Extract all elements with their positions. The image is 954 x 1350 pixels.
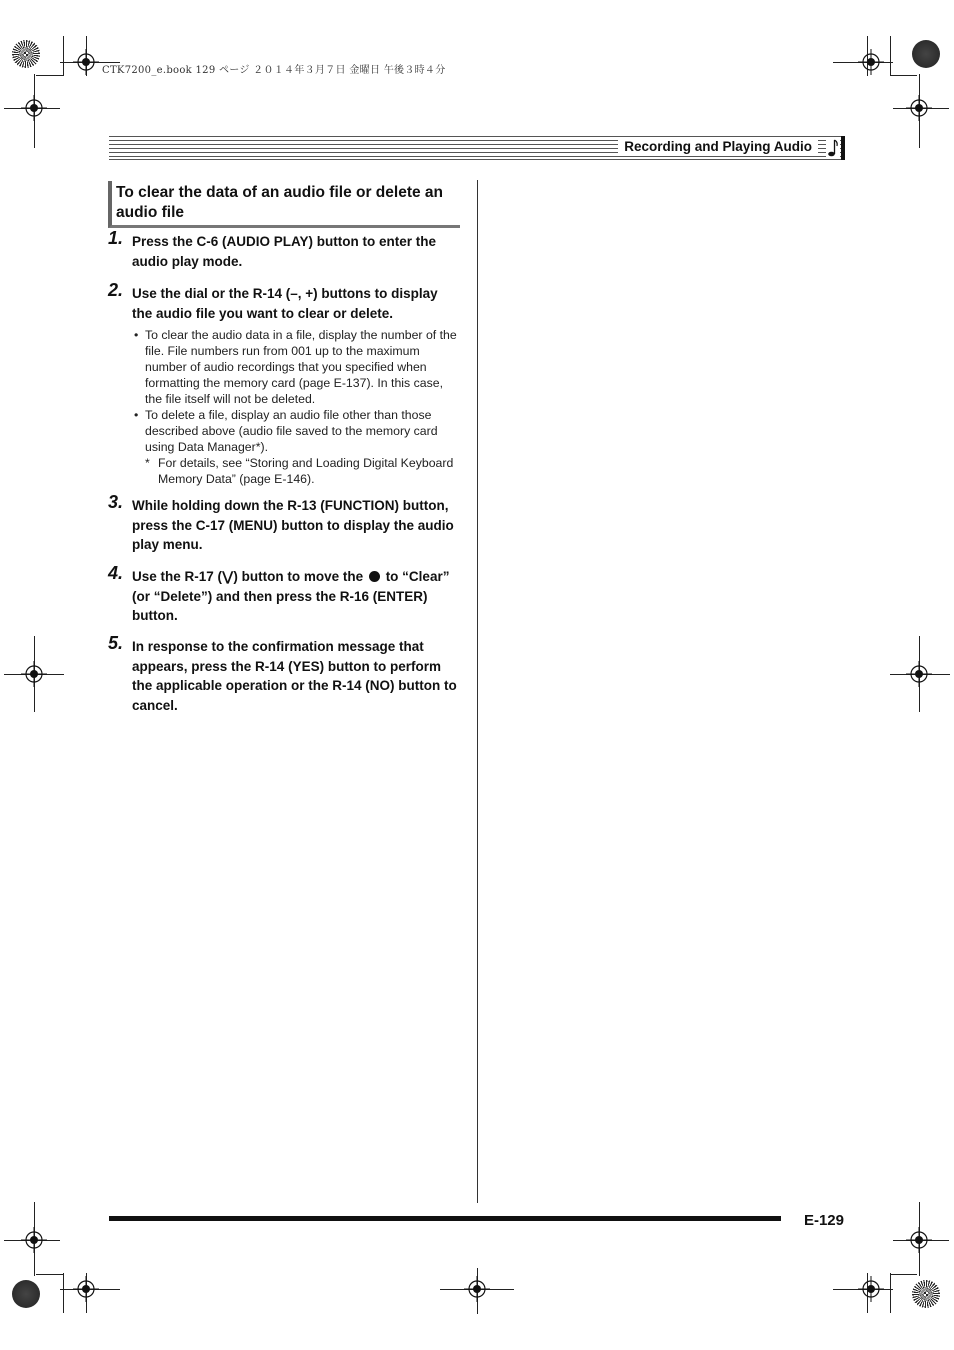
registration-target-icon <box>906 1227 932 1253</box>
page-number: E-129 <box>803 1212 844 1229</box>
step-number: 1. <box>108 228 124 248</box>
registration-target-icon <box>464 1276 490 1302</box>
music-note-icon <box>826 137 840 159</box>
step-text: While holding down the R-13 (FUNCTION) button, press the C-17 (MENU) button to display the audio play menu. <box>132 498 454 552</box>
step-number: 4. <box>108 563 124 583</box>
step-text-part: Use the R-17 ( <box>132 569 223 584</box>
registration-target-icon <box>21 95 47 121</box>
bullet-item: • To clear the audio data in a file, display the number of the file. File numbers run from 001 up to the maximum number of audio recordings that you specified when formatting the memory card (page E-137). In this case, the file itself will not be deleted. <box>132 327 460 407</box>
registration-target-icon <box>906 95 932 121</box>
bullet-list <box>132 327 460 455</box>
registration-target-icon <box>73 49 99 75</box>
footnote-mark: * <box>145 456 150 470</box>
cursor-dot-icon <box>369 571 380 582</box>
crop-mark <box>890 1274 917 1275</box>
step-2 <box>108 280 460 487</box>
footnote <box>145 455 460 487</box>
step-text-part: ) button to move the <box>233 569 364 584</box>
header-end-bar <box>841 136 845 160</box>
crop-mark <box>36 1274 63 1275</box>
step-1 <box>108 228 460 271</box>
registration-target-icon <box>906 661 932 687</box>
crop-mark <box>63 1273 64 1313</box>
starburst-icon <box>912 1280 940 1308</box>
step-text: Use the dial or the R-14 (–, +) buttons to display the audio file you want to clear or delete. <box>132 286 438 321</box>
footnote-text: For details, see “Storing and Loading Digital Keyboard Memory Data” (page E-146). <box>158 456 454 486</box>
step-number: 3. <box>108 492 124 512</box>
step-text: In response to the confirmation message that appears, press the R-14 (YES) button to perform the applicable operation or the R-14 (NO) button to cancel. <box>132 639 457 713</box>
step-text: Press the C-6 (AUDIO PLAY) button to enter the audio play mode. <box>132 234 437 269</box>
step-number: 5. <box>108 633 124 653</box>
down-chevron-icon: ⋁ <box>222 569 234 584</box>
column-divider <box>477 180 478 1203</box>
step-number: 2. <box>108 280 124 300</box>
crop-mark <box>890 36 891 76</box>
crop-mark <box>36 75 63 76</box>
registration-target-icon <box>21 661 47 687</box>
registration-target-icon <box>858 1276 884 1302</box>
registration-target-icon <box>858 49 884 75</box>
section-heading: To clear the data of an audio file or delete an audio file <box>108 181 460 228</box>
header-title: Recording and Playing Audio <box>618 139 818 154</box>
registration-target-icon <box>21 1227 47 1253</box>
starburst-icon <box>12 1280 40 1308</box>
starburst-icon <box>12 40 40 68</box>
crop-mark <box>890 1273 891 1313</box>
file-info: CTK7200_e.book 129 ページ ２０１４年３月７日 金曜日 午後３時４分 <box>102 65 446 76</box>
registration-target-icon <box>73 1276 99 1302</box>
crop-mark <box>890 75 917 76</box>
starburst-icon <box>912 40 940 68</box>
step-3 <box>108 492 460 555</box>
step-4 <box>108 563 460 626</box>
footer-bar <box>109 1216 781 1221</box>
step-5 <box>108 633 460 715</box>
step-text-part: to “Clear” (or “Delete”) and then press the R-16 (ENTER) button. <box>132 569 450 623</box>
step-text <box>132 567 460 626</box>
crop-mark <box>63 36 64 76</box>
bullet-item: • To delete a file, display an audio file other than those described above (audio file saved to the memory card using Data Manager*). <box>132 407 460 455</box>
